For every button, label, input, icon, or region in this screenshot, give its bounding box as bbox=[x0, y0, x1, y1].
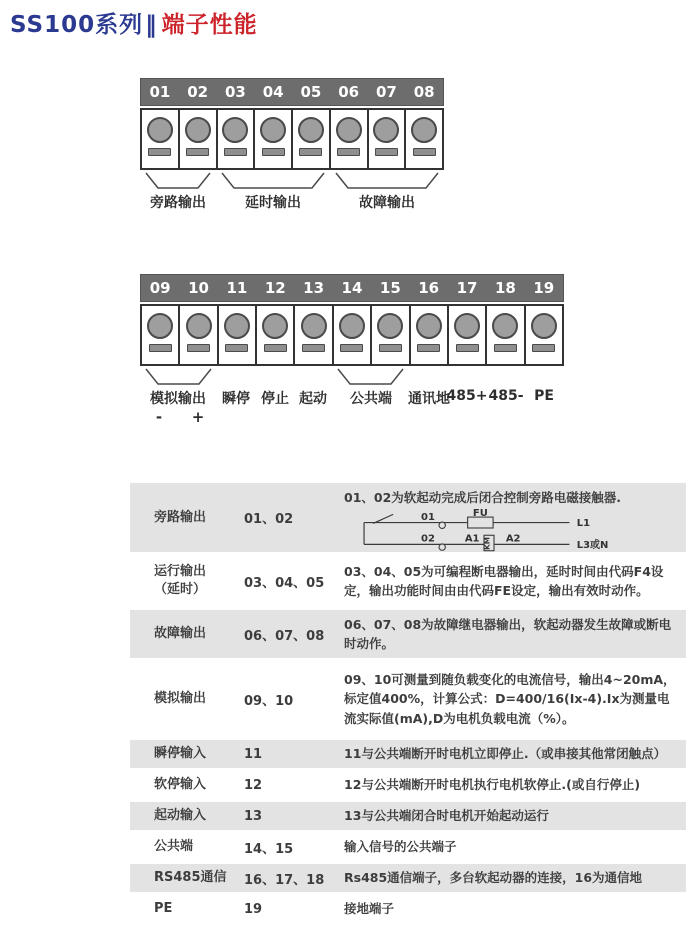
row-terminals: 03、04、05 bbox=[244, 575, 325, 591]
wire-slot-icon bbox=[379, 344, 402, 352]
table-row bbox=[130, 833, 686, 861]
wire-slot-icon bbox=[187, 344, 210, 352]
terminal-description-table bbox=[130, 483, 686, 926]
group-brace-icon bbox=[337, 368, 404, 388]
bypass-caption: 01、02为软起动完成后闭合控制旁路电磁接触器. bbox=[344, 490, 622, 505]
screw-terminal-icon bbox=[377, 313, 403, 339]
row-terminals: 06、07、08 bbox=[244, 628, 325, 644]
wire-slot-icon bbox=[532, 344, 555, 352]
terminal-cell bbox=[334, 306, 372, 364]
terminal-cell bbox=[331, 110, 369, 168]
terminal-cell bbox=[372, 306, 410, 364]
wire-slot-icon bbox=[262, 148, 285, 156]
terminal-cell bbox=[411, 306, 449, 364]
row-desc: 09、10可测量到随负载变化的电流信号，输出4~20mA，标定值400%，计算公式：D=400/16(Ix-4).Ix为测量电流实际值(mA),D为电机负载电流（%）。 bbox=[344, 671, 676, 726]
page-title bbox=[10, 6, 258, 39]
screw-terminal-icon bbox=[336, 117, 362, 143]
node-circle-icon bbox=[439, 522, 445, 528]
svg-text:KM: KM bbox=[482, 537, 492, 551]
terminal-label-485-plus: 485+ bbox=[446, 388, 488, 404]
svg-text:02: 02 bbox=[421, 534, 435, 546]
terminal-cells-row bbox=[140, 108, 444, 170]
svg-text:A2: A2 bbox=[505, 534, 521, 546]
terminal-number: 08 bbox=[413, 83, 435, 101]
terminal-number: 01 bbox=[149, 83, 171, 101]
terminal-cell bbox=[180, 110, 218, 168]
svg-text:A1: A1 bbox=[464, 534, 480, 546]
terminal-cell bbox=[255, 110, 293, 168]
wire-slot-icon bbox=[264, 344, 287, 352]
terminal-number: 07 bbox=[375, 83, 397, 101]
terminal-cell bbox=[218, 110, 256, 168]
row-name: 运行输出 （延时） bbox=[154, 564, 207, 597]
wire-slot-icon bbox=[340, 344, 363, 352]
row-terminals: 14、15 bbox=[244, 841, 294, 857]
table-row bbox=[130, 555, 686, 607]
terminal-cell bbox=[487, 306, 525, 364]
terminal-number: 15 bbox=[379, 279, 401, 297]
svg-text:L1: L1 bbox=[576, 518, 591, 530]
row-desc: 输入信号的公共端子 bbox=[344, 839, 457, 855]
row-terminals: 13 bbox=[244, 808, 263, 824]
wire-slot-icon bbox=[375, 148, 398, 156]
svg-text:FU: FU bbox=[472, 508, 488, 520]
terminal-number: 12 bbox=[264, 279, 286, 297]
terminal-number: 13 bbox=[303, 279, 325, 297]
row-name: 软停输入 bbox=[154, 777, 207, 793]
group-brace-icon bbox=[221, 172, 325, 192]
terminal-cell bbox=[406, 110, 442, 168]
row-name: 公共端 bbox=[154, 839, 194, 855]
screw-terminal-icon bbox=[492, 313, 518, 339]
svg-text:L3或N: L3或N bbox=[576, 540, 609, 552]
terminal-cell bbox=[449, 306, 487, 364]
table-row bbox=[130, 483, 686, 552]
row-desc: 13与公共端闭合时电机开始起动运行 bbox=[344, 808, 549, 824]
terminal-label-comm-ground: 通讯地 bbox=[408, 391, 450, 407]
terminal-label-pe: PE bbox=[534, 388, 554, 404]
terminal-header-strip bbox=[140, 78, 444, 106]
group-label-delay-output: 延时输出 bbox=[245, 195, 301, 211]
terminal-cell bbox=[219, 306, 257, 364]
terminal-number: 05 bbox=[300, 83, 322, 101]
screw-terminal-icon bbox=[373, 117, 399, 143]
terminal-block-upper bbox=[140, 78, 444, 228]
group-label-fault-output: 故障输出 bbox=[359, 195, 415, 211]
row-desc: 06、07、08为故障继电器输出，软起动器发生故障或断电时动作。 bbox=[344, 616, 672, 651]
row-desc: 12与公共端断开时电机执行电机软停止.(或自行停止) bbox=[344, 777, 641, 793]
screw-terminal-icon bbox=[298, 117, 324, 143]
terminal-number: 18 bbox=[494, 279, 516, 297]
terminal-label-start: 起动 bbox=[299, 391, 327, 407]
table-row bbox=[130, 895, 686, 923]
terminal-label-stop: 停止 bbox=[261, 391, 289, 407]
wire-slot-icon bbox=[299, 148, 322, 156]
screw-terminal-icon bbox=[454, 313, 480, 339]
terminal-number: 06 bbox=[338, 83, 360, 101]
screw-terminal-icon bbox=[416, 313, 442, 339]
row-name: 瞬停输入 bbox=[154, 746, 207, 762]
row-terminals: 16、17、18 bbox=[244, 872, 325, 888]
terminal-number: 17 bbox=[456, 279, 478, 297]
screw-terminal-icon bbox=[185, 117, 211, 143]
bypass-circuit-diagram bbox=[344, 508, 664, 552]
terminal-label-instant-stop: 瞬停 bbox=[222, 391, 250, 407]
row-desc: 接地端子 bbox=[344, 901, 395, 917]
terminal-number: 02 bbox=[187, 83, 209, 101]
wire-slot-icon bbox=[494, 344, 517, 352]
svg-text:01: 01 bbox=[421, 512, 435, 524]
screw-terminal-icon bbox=[531, 313, 557, 339]
screw-terminal-icon bbox=[301, 313, 327, 339]
screw-terminal-icon bbox=[224, 313, 250, 339]
terminal-cell bbox=[293, 110, 331, 168]
screw-terminal-icon bbox=[339, 313, 365, 339]
row-name: 旁路输出 bbox=[154, 509, 207, 525]
terminal-cell bbox=[257, 306, 295, 364]
group-brace-icon bbox=[145, 172, 211, 192]
terminal-cell bbox=[142, 306, 180, 364]
group-brace-icon bbox=[335, 172, 439, 192]
screw-terminal-icon bbox=[411, 117, 437, 143]
terminal-cells-row bbox=[140, 304, 564, 366]
terminal-label-485-minus: 485- bbox=[488, 388, 524, 404]
wire-slot-icon bbox=[302, 344, 325, 352]
table-row bbox=[130, 740, 686, 768]
terminal-number: 09 bbox=[149, 279, 171, 297]
terminal-number: 03 bbox=[224, 83, 246, 101]
polarity-plus-label: + bbox=[191, 408, 205, 426]
group-label-common: 公共端 bbox=[350, 391, 392, 407]
row-name: 故障输出 bbox=[154, 626, 207, 642]
screw-terminal-icon bbox=[260, 117, 286, 143]
terminal-number: 16 bbox=[418, 279, 440, 297]
wire-slot-icon bbox=[186, 148, 209, 156]
screw-terminal-icon bbox=[186, 313, 212, 339]
row-terminals: 11 bbox=[244, 746, 263, 762]
terminal-number: 04 bbox=[262, 83, 284, 101]
row-name: RS485通信 bbox=[154, 870, 227, 886]
screw-terminal-icon bbox=[147, 117, 173, 143]
screw-terminal-icon bbox=[147, 313, 173, 339]
group-brace-icon bbox=[145, 368, 212, 388]
wire-slot-icon bbox=[225, 344, 248, 352]
terminal-cell bbox=[526, 306, 562, 364]
table-row bbox=[130, 610, 686, 658]
row-terminals: 09、10 bbox=[244, 693, 294, 709]
row-terminals: 01、02 bbox=[244, 512, 294, 527]
title-divider-icon: ‖ bbox=[145, 12, 158, 38]
row-desc: 11与公共端断开时电机立即停止.（或串接其他常闭触点） bbox=[344, 746, 667, 762]
row-name: PE bbox=[154, 901, 173, 917]
group-label-bypass-output: 旁路输出 bbox=[150, 195, 206, 211]
wire-slot-icon bbox=[456, 344, 479, 352]
terminal-number: 14 bbox=[341, 279, 363, 297]
terminal-cell bbox=[295, 306, 333, 364]
screw-terminal-icon bbox=[262, 313, 288, 339]
row-terminals: 12 bbox=[244, 777, 263, 793]
wire-slot-icon bbox=[417, 344, 440, 352]
terminal-cell bbox=[369, 110, 407, 168]
wire-slot-icon bbox=[149, 344, 172, 352]
title-series: SS100系列 bbox=[10, 12, 144, 38]
terminal-cell bbox=[142, 110, 180, 168]
group-label-analog-output: 模拟输出 bbox=[150, 391, 206, 407]
terminal-cell bbox=[180, 306, 218, 364]
table-row bbox=[130, 864, 686, 892]
wire-slot-icon bbox=[413, 148, 436, 156]
title-section: 端子性能 bbox=[161, 12, 258, 38]
terminal-header-strip bbox=[140, 274, 564, 302]
screw-terminal-icon bbox=[222, 117, 248, 143]
row-name: 模拟输出 bbox=[154, 691, 207, 707]
terminal-number: 19 bbox=[533, 279, 555, 297]
row-terminals: 19 bbox=[244, 901, 263, 917]
terminal-number: 11 bbox=[226, 279, 248, 297]
terminal-block-lower bbox=[140, 274, 564, 434]
polarity-minus-label: - bbox=[155, 408, 163, 426]
wire-slot-icon bbox=[224, 148, 247, 156]
wire-slot-icon bbox=[337, 148, 360, 156]
row-desc: 03、04、05为可编程断电器输出，延时时间由代码F4设定，输出功能时间由由代码FE设定，输出有效时动作。 bbox=[344, 563, 664, 598]
wire-slot-icon bbox=[148, 148, 171, 156]
row-desc bbox=[344, 483, 686, 552]
table-row bbox=[130, 661, 686, 737]
terminal-number: 10 bbox=[188, 279, 209, 297]
row-desc: Rs485通信端子，多台软起动器的连接，16为通信地 bbox=[344, 870, 643, 886]
row-name: 起动输入 bbox=[154, 808, 207, 824]
table-row bbox=[130, 771, 686, 799]
table-row bbox=[130, 802, 686, 830]
node-circle-icon bbox=[439, 544, 445, 550]
